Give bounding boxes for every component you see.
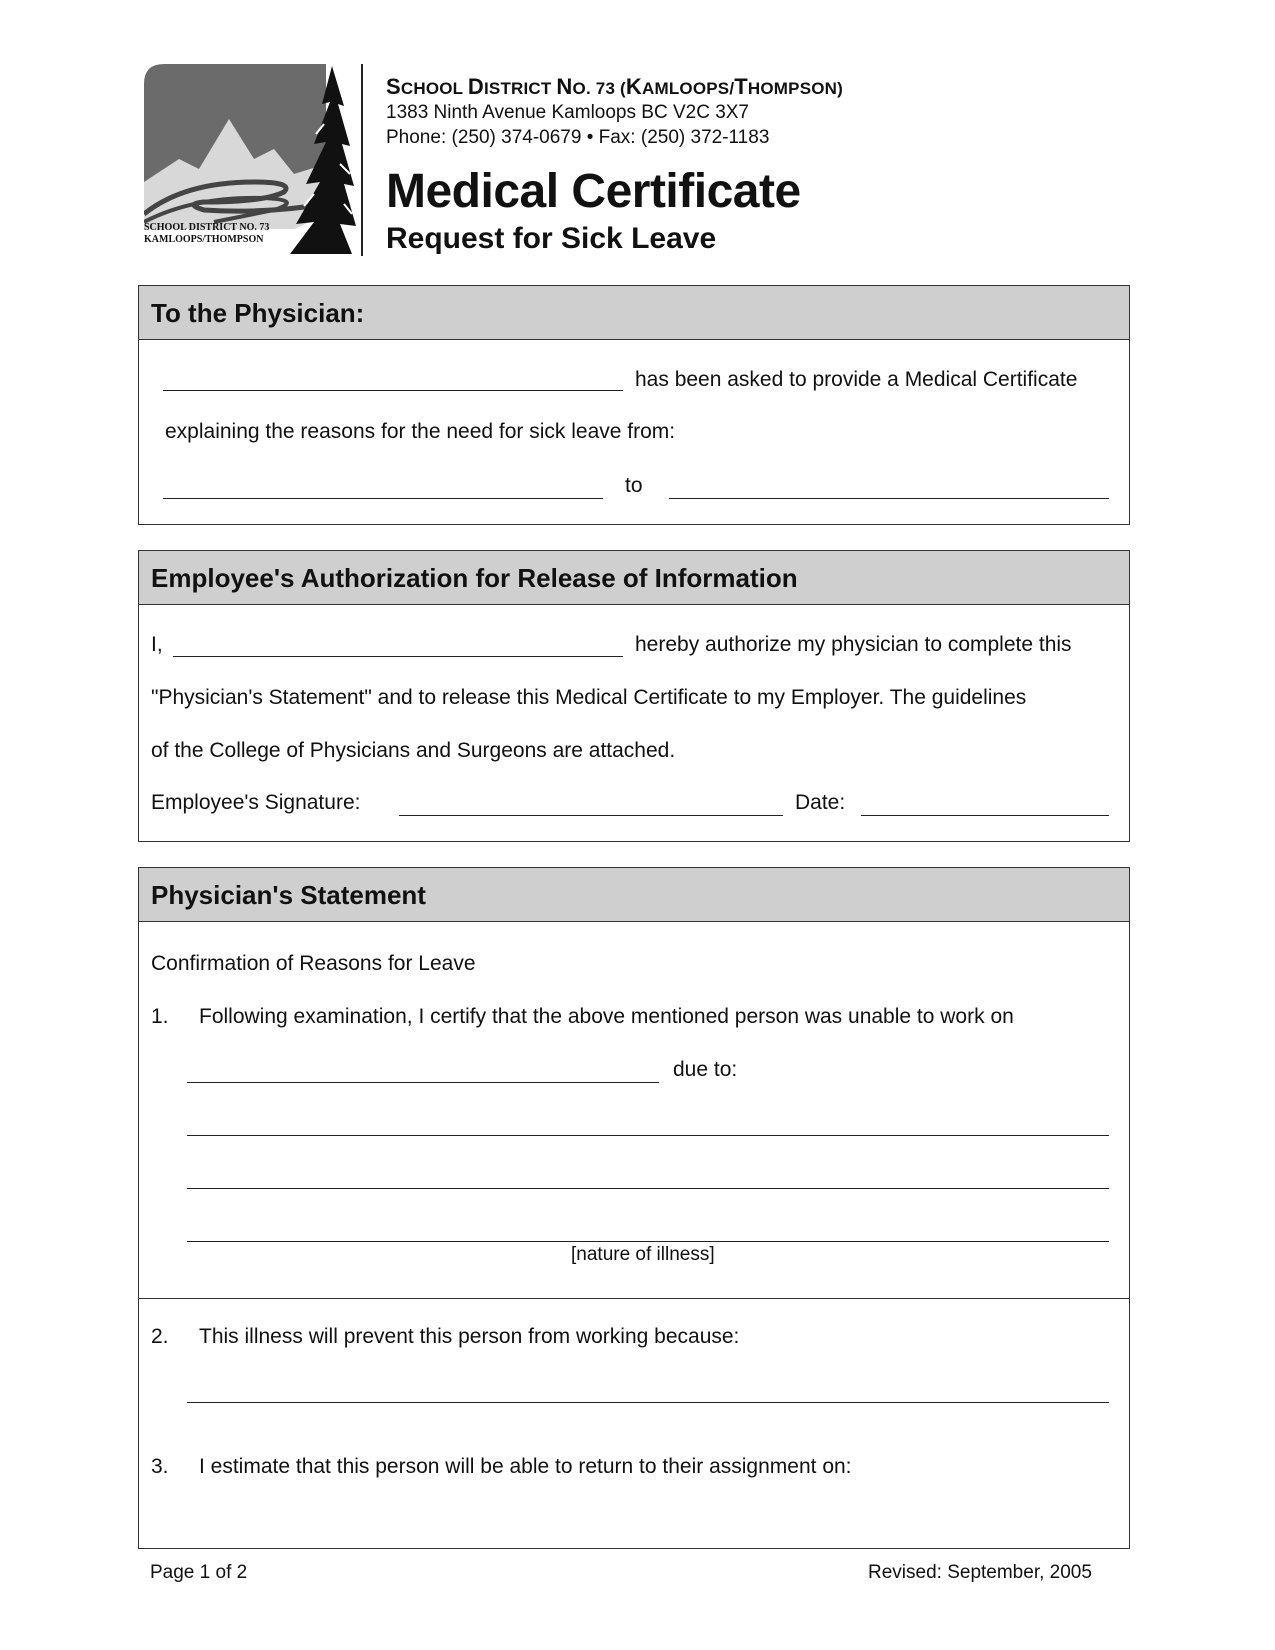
- district-logo: [144, 64, 362, 256]
- logo-text-line2: KAMLOOPS/THOMPSON: [144, 234, 264, 245]
- illness-line-1[interactable]: [187, 1135, 1109, 1136]
- statement-section: [138, 867, 1130, 1549]
- item1-text: Following examination, I certify that the above mentioned person was unable to work on: [199, 1005, 1014, 1028]
- org-name-part: K: [625, 74, 642, 99]
- leave-from-date-blank[interactable]: [163, 498, 603, 499]
- signature-date-blank[interactable]: [861, 815, 1109, 816]
- phone-fax: Phone: (250) 374-0679 • Fax: (250) 372-1183: [386, 127, 770, 148]
- statement-divider: [139, 1298, 1129, 1299]
- organization-name: [386, 74, 843, 100]
- item3-text: I estimate that this person will be able to return to their assignment on:: [199, 1455, 852, 1478]
- physician-line1-text: has been asked to provide a Medical Certificate: [635, 368, 1078, 391]
- item2-number: 2.: [151, 1325, 169, 1348]
- document-title: Medical Certificate: [386, 165, 801, 218]
- org-name-part: N: [556, 74, 573, 99]
- authorization-line3-text: of the College of Physicians and Surgeons are attached.: [151, 739, 676, 762]
- employee-signature-blank[interactable]: [399, 815, 783, 816]
- physician-line2-text: explaining the reasons for the need for sick leave from:: [165, 420, 676, 443]
- illness-line-2[interactable]: [187, 1188, 1109, 1189]
- date-label: Date:: [795, 791, 846, 814]
- statement-section-heading: Physician's Statement: [139, 868, 1129, 922]
- org-name-part: CHOOL: [400, 79, 468, 98]
- header-divider: [361, 64, 363, 256]
- item2-text: This illness will prevent this person from working because:: [199, 1325, 740, 1348]
- statement-intro: Confirmation of Reasons for Leave: [151, 952, 476, 975]
- org-name-part: T: [734, 74, 748, 99]
- prevent-working-reason-blank[interactable]: [187, 1402, 1109, 1403]
- org-name-part: ISTRICT: [483, 79, 557, 98]
- org-name-part: O. 73 (: [572, 79, 626, 98]
- org-name-part: D: [467, 74, 484, 99]
- employee-name-blank[interactable]: [163, 390, 623, 391]
- authorization-line2-text: "Physician's Statement" and to release this Medical Certificate to my Employer. The guidelines: [151, 686, 1027, 709]
- org-name-part: S: [386, 74, 401, 99]
- leave-to-date-blank[interactable]: [669, 498, 1109, 499]
- physician-section-heading: To the Physician:: [139, 286, 1129, 340]
- item1-number: 1.: [151, 1005, 169, 1028]
- org-name-part: AMLOOPS/: [641, 79, 735, 98]
- illness-line-3[interactable]: [187, 1241, 1109, 1242]
- authorization-i-label: I,: [151, 633, 163, 656]
- unable-to-work-date-blank[interactable]: [187, 1082, 659, 1083]
- item3-number: 3.: [151, 1455, 169, 1478]
- employee-signature-label: Employee's Signature:: [151, 791, 361, 814]
- page-number: Page 1 of 2: [150, 1562, 248, 1583]
- authorization-line1-text: hereby authorize my physician to complete this: [635, 633, 1072, 656]
- org-name-part: HOMPSON): [747, 79, 844, 98]
- authorization-section-heading: Employee's Authorization for Release of Information: [139, 551, 1129, 605]
- revision-date: Revised: September, 2005: [868, 1562, 1092, 1583]
- due-to-label: due to:: [673, 1058, 738, 1081]
- nature-of-illness-caption: [nature of illness]: [571, 1244, 715, 1265]
- document-subtitle: Request for Sick Leave: [386, 222, 717, 255]
- address: 1383 Ninth Avenue Kamloops BC V2C 3X7: [386, 102, 749, 123]
- authorization-section: [138, 550, 1130, 842]
- to-label: to: [625, 474, 643, 497]
- physician-section: [138, 285, 1130, 525]
- logo-text: [144, 222, 269, 246]
- logo-text-line1: SCHOOL DISTRICT NO. 73: [144, 222, 270, 233]
- authorizing-employee-name-blank[interactable]: [173, 656, 623, 657]
